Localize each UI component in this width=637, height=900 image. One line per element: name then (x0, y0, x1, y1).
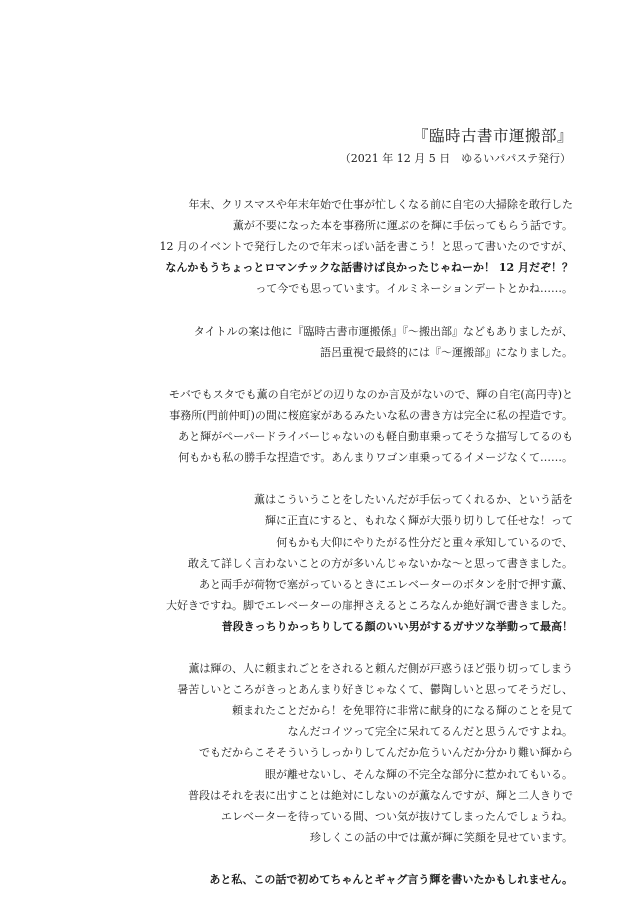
text-line: でもだからこそそういうしっかりしてんだか危ういんだか分かり難い輝から (199, 746, 573, 760)
paragraph (33, 194, 573, 299)
text-line: って今でも思っています。イルミネーションデートとかね……。 (255, 282, 573, 296)
text-line: 敢えて詳しく言わないことの方が多いんじゃないかな～と思って書きました。 (188, 556, 573, 570)
paragraph-gap (33, 468, 573, 489)
document-title: 『臨時古書市運搬部』 (412, 127, 573, 145)
text-line: 頼まれたことだから！を免罪符に非常に献身的になる輝のことを見て (232, 704, 573, 718)
paragraph-gap (33, 363, 573, 384)
emphasis-line: なんかもうちょっとロマンチックな話書けば良かったじゃねーか！ 12 月だぞ！？ (165, 261, 573, 275)
paragraph (33, 321, 573, 363)
text-line: エレベーターを待っている間、つい気が抜けてしまったんでしょうね。 (221, 809, 573, 823)
text-line: 語呂重視で最終的には『～運搬部』になりました。 (320, 345, 573, 359)
text-line: 何もかも大仰にやりたがる性分だと重々承知しているので、 (276, 535, 573, 549)
paragraph-gap (33, 637, 573, 658)
document-subtitle: （2021 年 12 月 5 日 ゆるいパパステ発行） (339, 152, 571, 165)
text-line: 薫が不要になった本を事務所に運ぶのを輝に手伝ってもらう話です。 (232, 219, 573, 233)
paragraph (33, 384, 573, 468)
text-line: 薫は輝の、人に頼まれごとをされると頼んだ側が戸惑うほど張り切ってしまう (188, 662, 573, 676)
text-line: 普段はそれを表に出すことは絶対にしないのが薫なんですが、輝と二人きりで (188, 788, 573, 802)
text-line: タイトルの案は他に『臨時古書市運搬係』『～搬出部』などもありましたが、 (193, 324, 573, 338)
emphasis-line: あと私、この話で初めてちゃんとギャグ言う輝を書いたかもしれません。 (209, 873, 573, 886)
text-line: 何もかも私の勝手な捏造です。あんまりワゴン車乗ってるイメージなくて……。 (178, 451, 573, 465)
text-line: 大好きですね。脚でエレベーターの扉押さえるところなんか絶好調で書きました。 (166, 598, 573, 612)
text-line: 年末、クリスマスや年末年始で仕事が忙しくなる前に自宅の大掃除を敢行した (188, 198, 573, 211)
text-line: あと両手が荷物で塞がっているときにエレベーターのボタンを肘で押す薫、 (199, 577, 573, 591)
paragraph (33, 869, 573, 890)
text-line: 珍しくこの話の中では薫が輝に笑顔を見せています。 (309, 830, 573, 844)
text-line: 暑苦しいところがきっとあんまり好きじゃなくて、鬱陶しいと思ってそうだし、 (177, 683, 573, 697)
paragraph (33, 658, 573, 848)
text-line: モバでもスタでも薫の自宅がどの辺りなのか言及がないので、輝の自宅(高円寺)と (168, 387, 573, 401)
paragraph (33, 489, 573, 637)
text-line: あと輝がペーパードライバーじゃないのも軽自動車乗ってそうな描写してるのも (178, 430, 573, 444)
paragraph-gap (33, 299, 573, 320)
text-line: 眼が離せないし、そんな輝の不完全な部分に惹かれてもいる。 (265, 767, 573, 781)
paragraph-gap (33, 848, 573, 869)
text-line: 12 月のイベントで発行したので年末っぽい話を書こう！と思って書いたのですが、 (159, 240, 573, 254)
text-line: 薫はこういうことをしたいんだが手伝ってくれるか、という話を (254, 493, 573, 507)
text-line: 輝に正直にすると、もれなく輝が大張り切りして任せな！って (265, 514, 573, 528)
text-line: 事務所(門前仲町)の間に桜庭家があるみたいな私の書き方は完全に私の捏造です。 (169, 408, 573, 422)
text-line: なんだコイツって完全に呆れてるんだと思うんですよね。 (287, 725, 573, 739)
emphasis-line: 普段きっちりかっちりしてる顔のいい男がするガサツな挙動って最高！ (221, 619, 573, 633)
document-body (33, 194, 573, 890)
